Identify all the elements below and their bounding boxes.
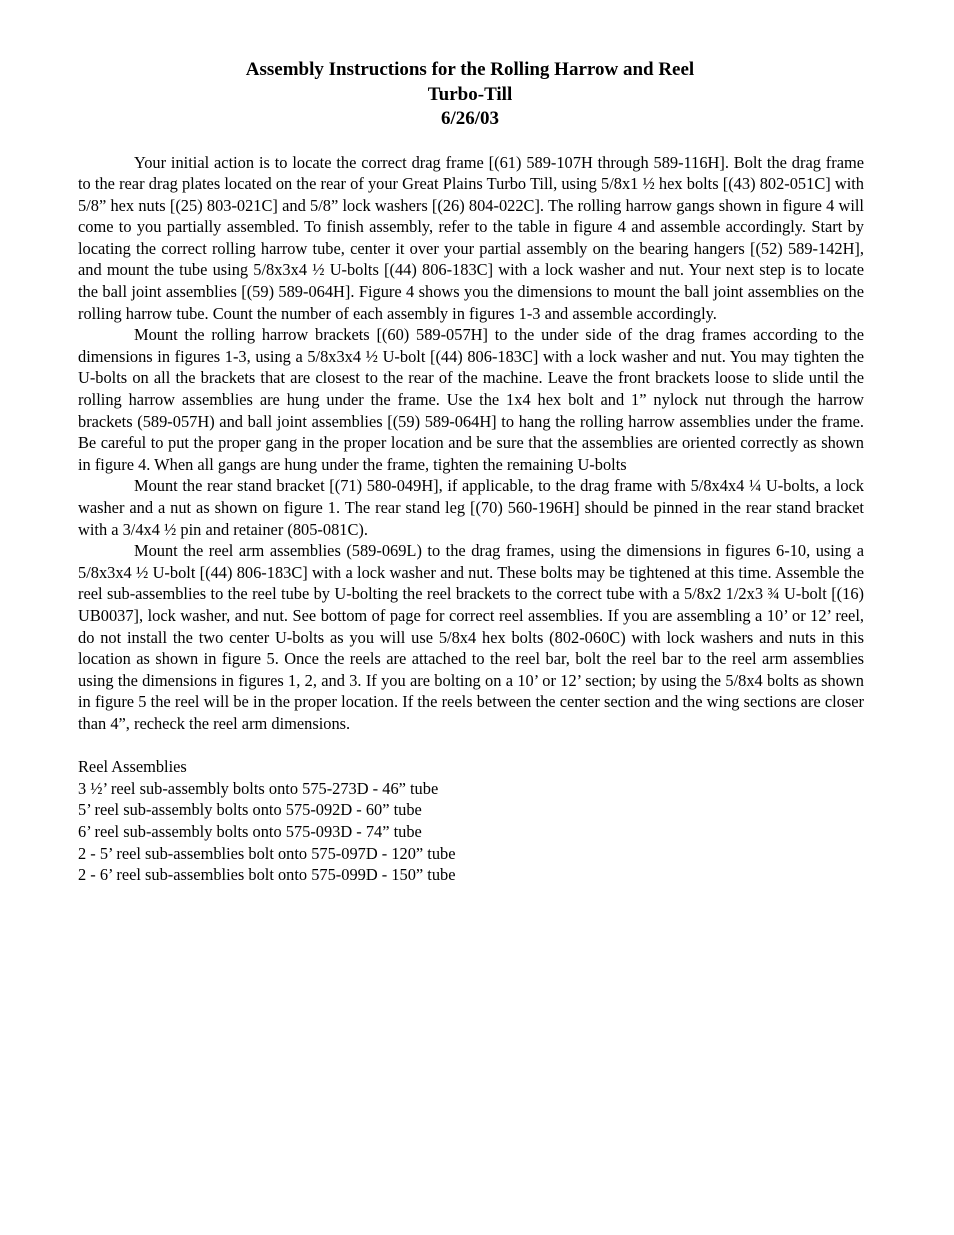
document-page [78,58,864,886]
list-item: 2 - 5’ reel sub-assemblies bolt onto 575-097D - 120” tube [78,843,456,863]
reel-assemblies-heading: Reel Assemblies [78,757,187,777]
paragraph-reel-arm: Mount the reel arm assemblies (589-069L) to the drag frames, using the dimensions in figures 6-10, using a 5/8x3x4 ½ U-bolt [(44) 806-183C] with a lock washer and nut. These bolts may be tightened at this time. Assemble the reel sub-assemblies to the reel tube by U-bolting the reel brackets to the correct tube with a 5/8x2 1/2x3 ¾ U-bolt [(16) UB0037], lock washer, and nut. See bottom of page for correct reel assemblies. If you are assembling a 10’ or 12’ reel, do not install the two center U-bolts as you will use 5/8x4 hex bolts (802-060C) with lock washers and nuts in this location as shown in figure 5. Once the reels are attached to the reel bar, bolt the reel bar to the reel arm assemblies using the dimensions in figures 1, 2, and 3. If you are bolting on a 10’ or 12’ section; by using the 5/8x4 bolts as shown in figure 5 the reel will be in the proper location. If the reels between the center section and the wing sections are closer than 4”, recheck the reel arm dimensions. [78,541,864,733]
list-item: 6’ reel sub-assembly bolts onto 575-093D - 74” tube [78,821,422,841]
paragraph-harrow-brackets: Mount the rolling harrow brackets [(60) 589-057H] to the under side of the drag frames according to the dimensions in figures 1-3, using a 5/8x3x4 ½ U-bolt [(44) 806-183C] with a lock washer and nut. You may tighten the U-bolts on all the brackets that are closest to the rear of the machine. Leave the front brackets loose to slide until the rolling harrow assemblies are hung under the frame. Use the 1x4 hex bolt and 1” nylock nut through the harrow brackets (589-057H) and ball joint assemblies [(59) 589-064H] to hang the rolling harrow assemblies under the frame. Be careful to put the proper gang in the proper location and be sure that the assemblies are oriented correctly as shown in figure 4. When all gangs are hung under the frame, tighten the remaining U-bolts [78,325,864,474]
instructions-body [78,152,864,735]
title-line-main: Assembly Instructions for the Rolling Harrow and Reel [245,59,695,80]
list-item: 5’ reel sub-assembly bolts onto 575-092D - 60” tube [78,800,422,820]
paragraph-rear-stand: Mount the rear stand bracket [(71) 580-049H], if applicable, to the drag frame with 5/8x4x4 ¼ U-bolts, a lock washer and a nut as shown on figure 1. The rear stand leg [(70) 560-196H] should be pinned in the rear stand bracket with a 3/4x4 ½ pin and retainer (805-081C). [78,476,864,539]
title-line-product: Turbo-Till [427,83,513,105]
title-line-date: 6/26/03 [440,108,500,129]
list-item: 2 - 6’ reel sub-assemblies bolt onto 575-099D - 150” tube [78,865,456,885]
paragraph-drag-frame: Your initial action is to locate the correct drag frame [(61) 589-107H through 589-116H]. Bolt the drag frame to the rear drag plates located on the rear of your Great Plains Turbo Till, using 5/8x1 ½ hex bolts [(43) 802-051C] with 5/8” hex nuts [(25) 803-021C] and 5/8” lock washers [(26) 804-022C]. The rolling harrow gangs shown in figure 4 will come to you partially assembled. To finish assembly, refer to the table in figure 4 and assemble accordingly. Start by locating the correct rolling harrow tube, center it over your partial assembly on the bearing hangers [(52) 589-142H], and mount the tube using 5/8x3x4 ½ U-bolts [(44) 806-183C] with a lock washer and nut. Your next step is to locate the ball joint assemblies [(59) 589-064H]. Figure 4 shows you the dimensions to mount the ball joint assemblies on the rolling harrow tube. Count the number of each assembly in figures 1-3 and assemble accordingly. [78,152,864,323]
list-item: 3 ½’ reel sub-assembly bolts onto 575-273D - 46” tube [78,778,439,798]
document-title [76,58,864,132]
reel-assemblies-list [78,756,864,886]
